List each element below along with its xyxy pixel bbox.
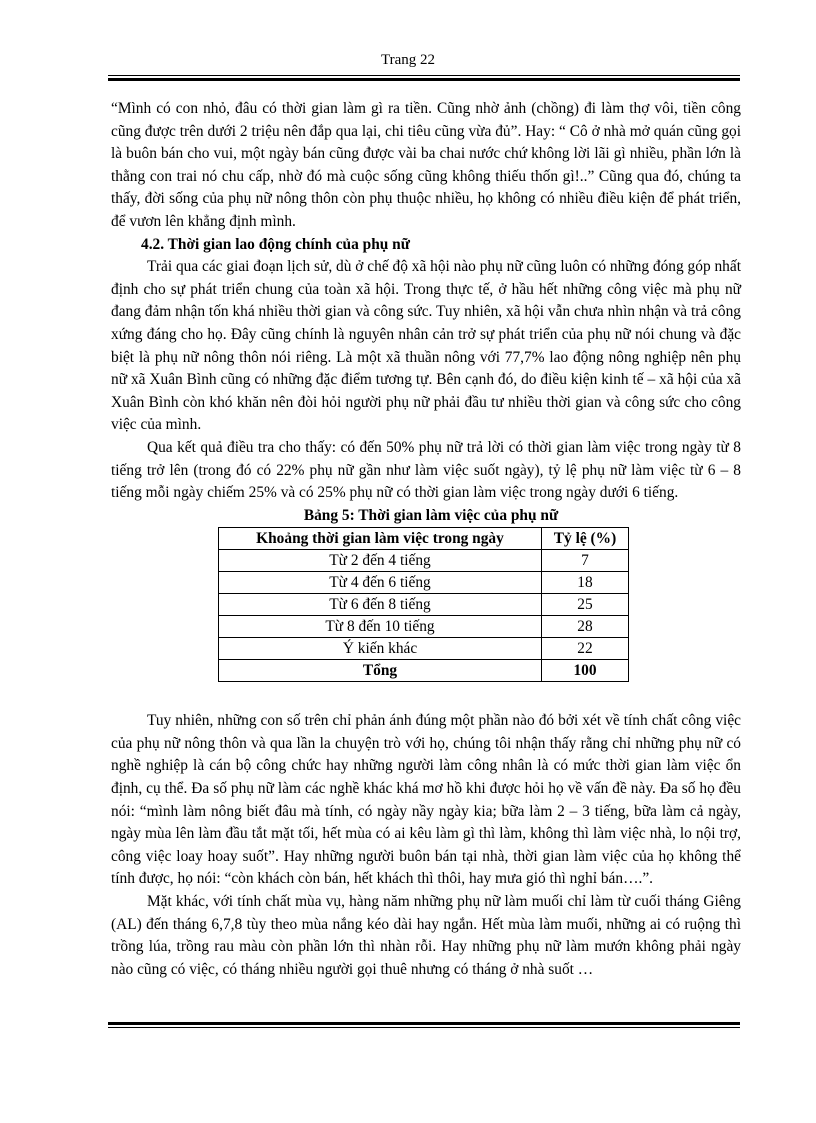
table-row bbox=[219, 616, 629, 638]
body-paragraph: Tuy nhiên, những con số trên chỉ phản ánh đúng một phần nào đó bởi xét về tính chất công việc của phụ nữ nông thôn và qua lần la chuyện trò với họ, chúng tôi nhận thấy rằng chỉ những phụ nữ có nghề nghiệp là cán bộ công chức hay những người làm công nhân là có mức thời gian làm việc ổn định, cụ thể. Đa số phụ nữ làm các nghề khác khá mơ hồ khi được hỏi họ về vấn đề này. Đa số họ đều nói: “mình làm nông biết đâu mà tính, có ngày nầy ngày kia; bữa làm 2 – 3 tiếng, bữa làm cả ngày, ngày mùa lên làm đầu tắt mặt tối, hết mùa có ai kêu làm gì thì làm, không thì làm việc nhà, lo nội trợ, công việc loay hoay suốt”. Hay những người buôn bán tại nhà, thời gian làm việc của họ không thể tính được, họ nói: “còn khách còn bán, hết khách thì thôi, hay mưa gió thì nghỉ bán….”. bbox=[111, 712, 741, 888]
percent-cell: 25 bbox=[542, 594, 629, 616]
page-number-header: Trang 22 bbox=[380, 52, 436, 68]
percent-cell: 7 bbox=[542, 550, 629, 572]
percent-cell: 18 bbox=[542, 572, 629, 594]
table-row bbox=[219, 550, 629, 572]
table-total-row bbox=[219, 660, 629, 682]
document-body bbox=[111, 98, 741, 981]
time-range-cell: Từ 6 đến 8 tiếng bbox=[219, 594, 542, 616]
work-time-table bbox=[218, 527, 629, 682]
column-header-time: Khoảng thời gian làm việc trong ngày bbox=[219, 528, 542, 550]
table-header-row bbox=[219, 528, 629, 550]
total-value-cell: 100 bbox=[542, 660, 629, 682]
header-divider bbox=[108, 75, 740, 81]
time-range-cell: Từ 2 đến 4 tiếng bbox=[219, 550, 542, 572]
total-label-cell: Tổng bbox=[219, 660, 542, 682]
body-paragraph: Trải qua các giai đoạn lịch sử, dù ở chế độ xã hội nào phụ nữ cũng luôn có những đóng góp nhất định cho sự phát triển chung của toàn xã hội. Trong thực tế, ở hầu hết những công việc mà phụ nữ đang đảm nhận tốn khá nhiều thời gian và công sức. Tuy nhiên, xã hội vẫn chưa nhìn nhận và trả công xứng đáng cho họ. Đây cũng chính là nguyên nhân cản trở sự phát triển của phụ nữ nói chung và đặc biệt là phụ nữ nông thôn nói riêng. Là một xã thuần nông với 77,7% lao động nông nghiệp nên phụ nữ xã Xuân Bình cũng có những đặc điểm tương tự. Bên cạnh đó, do điều kiện kinh tế – xã hội của xã Xuân Bình còn khó khăn nên đòi hỏi người phụ nữ phải đầu tư nhiều thời gian và công sức cho công việc của mình. bbox=[111, 258, 741, 434]
section-heading: 4.2. Thời gian lao động chính của phụ nữ bbox=[141, 235, 410, 253]
table-row bbox=[219, 638, 629, 660]
quote-paragraph: “Mình có con nhỏ, đâu có thời gian làm gì ra tiền. Cũng nhờ ảnh (chồng) đi làm thợ vôi, tiền công cũng được trên dưới 2 triệu nên đắp qua lại, chi tiêu cũng vừa đủ”. Hay: “ Cô ở nhà mở quán cũng gọi là buôn bán cho vui, một ngày bán cũng được vài ba chai nước chứ không lời lãi gì nhiều, phần lớn là thằng con trai nó chu cấp, nhờ đó mà cuộc sống cũng không thiếu thốn gì!..” Cũng qua đó, chúng ta thấy, đời sống của phụ nữ nông thôn còn phụ thuộc nhiều, họ không có nhiều điều kiện để phát triển, để vươn lên khẳng định mình. bbox=[111, 100, 741, 230]
time-range-cell: Từ 8 đến 10 tiếng bbox=[219, 616, 542, 638]
column-header-percent: Tỷ lệ (%) bbox=[542, 528, 629, 550]
body-paragraph: Mặt khác, với tính chất mùa vụ, hàng năm những phụ nữ làm muối chỉ làm từ cuối tháng Giêng (AL) đến tháng 6,7,8 tùy theo mùa nắng kéo dài hay ngắn. Hết mùa làm muối, những ai có ruộng thì trồng lúa, trồng rau màu còn phần lớn thì nhàn rỗi. Hay những phụ nữ làm mướn không phải ngày nào cũng có việc, có tháng nhiều người gọi thuê nhưng có tháng ở nhà suốt … bbox=[111, 893, 741, 978]
percent-cell: 22 bbox=[542, 638, 629, 660]
table-row bbox=[219, 572, 629, 594]
table-row bbox=[219, 594, 629, 616]
percent-cell: 28 bbox=[542, 616, 629, 638]
time-range-cell: Từ 4 đến 6 tiếng bbox=[219, 572, 542, 594]
footer-divider bbox=[108, 1022, 740, 1028]
time-range-cell: Ý kiến khác bbox=[219, 638, 542, 660]
table-caption: Bảng 5: Thời gian làm việc của phụ nữ bbox=[303, 506, 559, 524]
body-paragraph: Qua kết quả điều tra cho thấy: có đến 50% phụ nữ trả lời có thời gian làm việc trong ngày từ 8 tiếng trở lên (trong đó có 22% phụ nữ gần như làm việc suốt ngày), tỷ lệ phụ nữ làm việc từ 6 – 8 tiếng mỗi ngày chiếm 25% và có 25% phụ nữ có thời gian làm việc trong ngày dưới 6 tiếng. bbox=[111, 438, 741, 502]
